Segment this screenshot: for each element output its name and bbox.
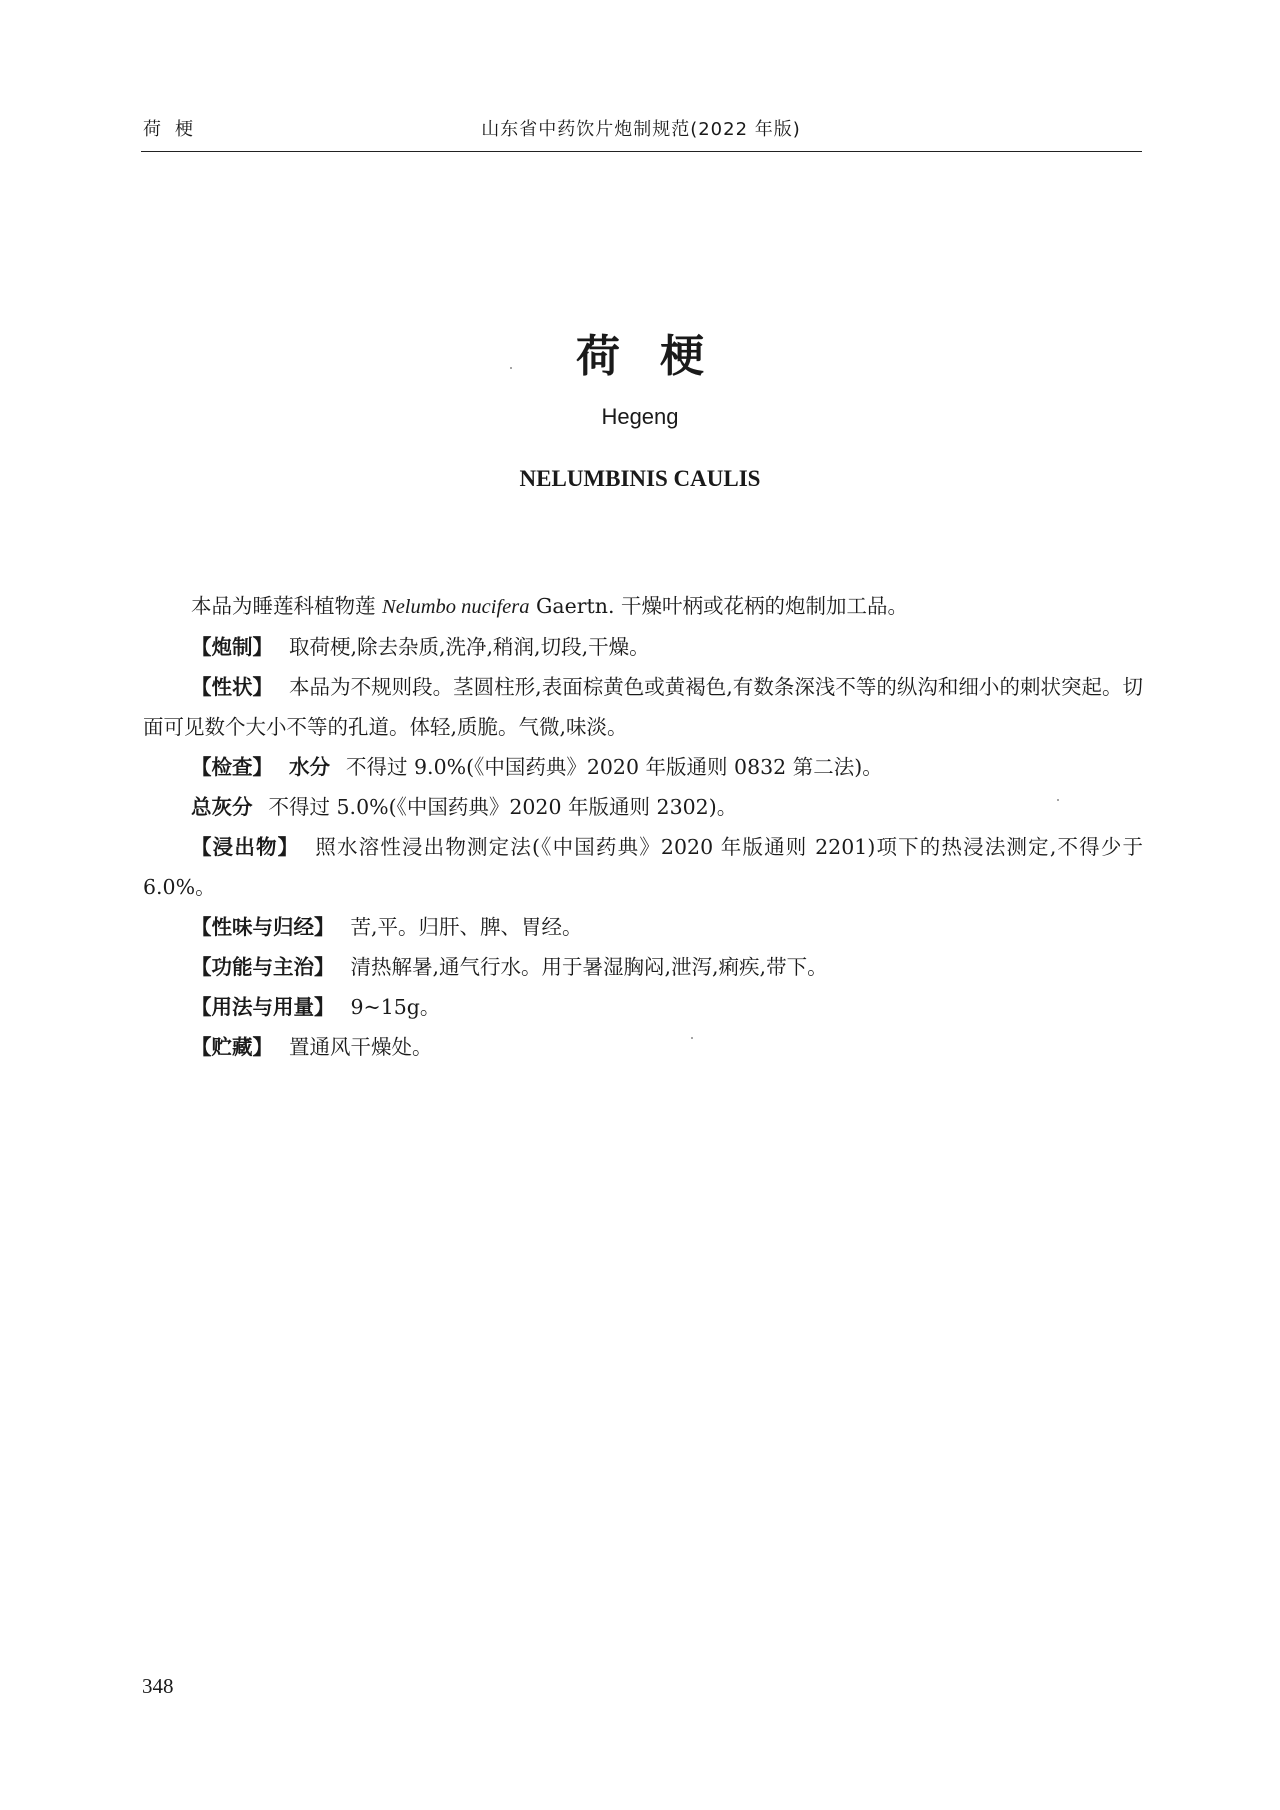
latin-name: NELUMBINIS CAULIS [519, 466, 761, 491]
header-entry-name: 荷梗 [143, 119, 207, 140]
ash-text: 不得过 5.0%(《中国药典》2020 年版通则 2302)。 [268, 795, 738, 819]
header-book-title: 山东省中药饮片炮制规范(2022 年版) [481, 119, 801, 140]
usage-text: 9~15g。 [350, 995, 441, 1019]
section-nature [143, 907, 1143, 947]
description-label: 【性状】 [191, 675, 274, 699]
intro-paragraph [143, 586, 1143, 627]
storage-label: 【贮藏】 [191, 1035, 273, 1059]
page-title: 荷梗 [576, 331, 744, 382]
storage-text: 置通风干燥处。 [289, 1035, 433, 1059]
water-label: 水分 [289, 755, 330, 779]
ash-label: 总灰分 [191, 795, 253, 819]
water-text: 不得过 9.0%(《中国药典》2020 年版通则 0832 第二法)。 [346, 755, 883, 779]
running-header [141, 115, 1141, 155]
scan-speck [510, 367, 512, 369]
extract-text: 照水溶性浸出物测定法(《中国药典》2020 年版通则 2201)项下的热浸法测定,不得少于 6.0%。 [143, 835, 1144, 899]
section-processing [143, 627, 1143, 667]
usage-label: 【用法与用量】 [191, 995, 335, 1019]
intro-suffix: Gaertn. 干燥叶柄或花柄的炮制加工品。 [529, 594, 909, 618]
scan-speck [1057, 799, 1059, 801]
section-storage [143, 1027, 1143, 1067]
function-label: 【功能与主治】 [191, 955, 335, 979]
section-extract [143, 827, 1143, 907]
nature-text: 苦,平。归肝、脾、胃经。 [350, 915, 583, 939]
intro-species: Nelumbo nucifera [382, 596, 530, 618]
processing-text: 取荷梗,除去杂质,洗净,稍润,切段,干燥。 [289, 635, 650, 659]
section-function [143, 947, 1143, 987]
page-number: 348 [142, 1674, 174, 1698]
description-text: 本品为不规则段。茎圆柱形,表面棕黄色或黄褐色,有数条深浅不等的纵沟和细小的刺状突起。切面可见数个大小不等的孔道。体轻,质脆。气微,味淡。 [143, 675, 1144, 739]
section-inspection [143, 747, 1143, 787]
section-total-ash [143, 787, 1143, 827]
header-rule [141, 151, 1142, 152]
nature-label: 【性味与归经】 [191, 915, 335, 939]
section-description [143, 667, 1143, 747]
intro-prefix: 本品为睡莲科植物莲 [191, 594, 383, 618]
extract-label: 【浸出物】 [191, 835, 300, 859]
monograph-body [143, 586, 1143, 1067]
function-text: 清热解暑,通气行水。用于暑湿胸闷,泄泻,痢疾,带下。 [350, 955, 828, 979]
processing-label: 【炮制】 [191, 635, 273, 659]
section-usage [143, 987, 1143, 1027]
pinyin-name: Hegeng [601, 404, 679, 429]
scan-speck [691, 1037, 693, 1039]
inspection-label: 【检查】 [191, 755, 273, 779]
